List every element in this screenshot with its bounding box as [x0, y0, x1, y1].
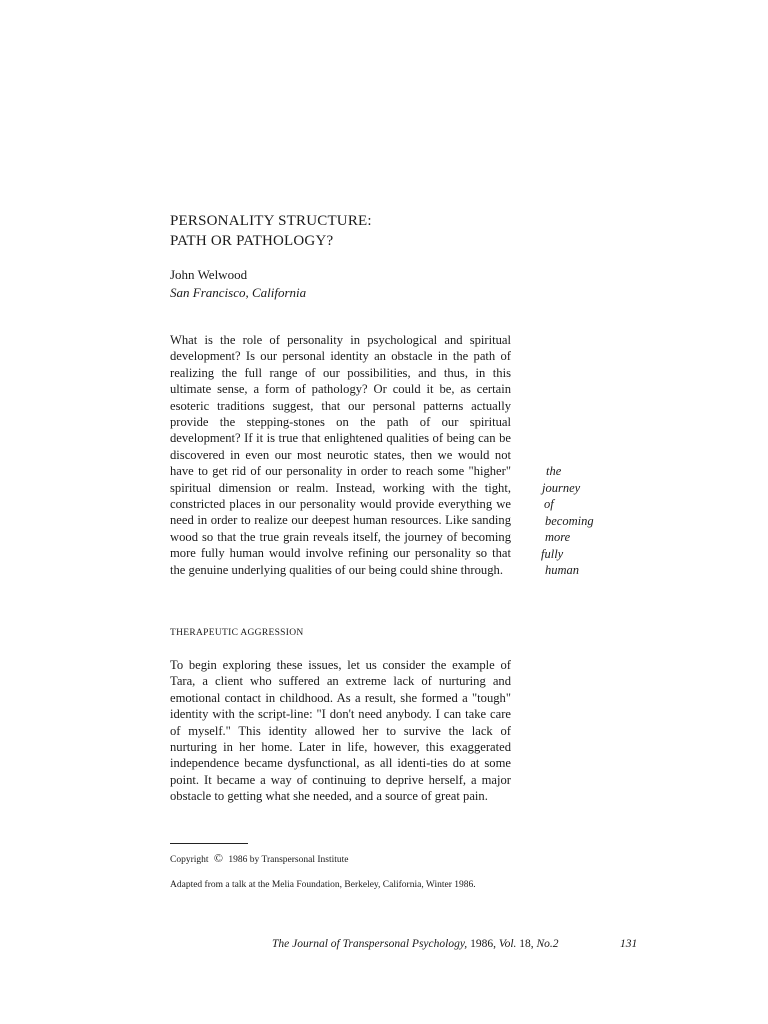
- copyright-text: 1986 by Transpersonal Institute: [228, 855, 349, 865]
- margin-pull-quote: [540, 463, 594, 579]
- title-line-1: PERSONALITY STRUCTURE:: [170, 213, 372, 229]
- margin-note-line: more: [545, 530, 571, 544]
- margin-note-line: journey: [542, 480, 581, 495]
- author-name: John Welwood: [170, 267, 248, 282]
- article-title: [170, 211, 372, 251]
- section-heading: THERAPEUTIC AGGRESSION: [170, 628, 304, 638]
- margin-note-line: of: [544, 497, 554, 511]
- copyright-footnote: [170, 853, 520, 866]
- adapted-footnote: Adapted from a talk at the Melia Foundation, Berkeley, California, Winter 1986.: [170, 880, 476, 890]
- margin-note-line: human: [545, 563, 580, 577]
- journal-footer: [272, 938, 559, 950]
- page-number: 131: [620, 938, 638, 950]
- copyright-label: Copyright: [170, 855, 209, 865]
- journal-volume-number: 18,: [516, 938, 534, 950]
- intro-paragraph: What is the role of personality in psychological and spiritual development? Is our personal identity an obstacle in the path of realizing the full range of our possibilities, and thus, in this ultimate sense, a form of pathology? Or could it be, as certain esoteric traditions suggest, that our personal patterns actually provide the stepping-stones on the path of our spiritual development? If it is true that enlightened qualities of being can be discovered in even our most neurotic states, then we would not have to get rid of our personality in order to reach some "higher" spiritual dimension or realm. Instead, working with the tight, constricted places in our personality would provide everything we need in order to realize our deepest human resources. Like sanding wood so that the true grain reveals itself, the journey of becoming more fully human would involve refining our personality so that the genuine underlying qualities of our being could shine through.: [170, 333, 511, 577]
- journal-year: 1986,: [467, 938, 496, 950]
- journal-volume-label: Vol.: [495, 938, 517, 950]
- margin-note-line: becoming: [545, 513, 594, 528]
- margin-note-line: fully: [541, 546, 564, 561]
- footnote-divider: [170, 843, 248, 844]
- margin-note-line: the: [546, 464, 562, 478]
- journal-issue: No.2: [533, 938, 559, 950]
- journal-name: The Journal of Transpersonal Psychology,: [272, 938, 468, 950]
- author-affiliation: San Francisco, California: [170, 285, 307, 300]
- copyright-symbol: ©: [213, 851, 224, 865]
- title-line-2: PATH OR PATHOLOGY?: [170, 233, 334, 249]
- byline: [170, 266, 306, 302]
- section-paragraph: To begin exploring these issues, let us consider the example of Tara, a client who suffered an extreme lack of nurturing and emotional contact in childhood. As a result, she formed a "tough" identity with the script-line: "I don't need anybody. I can take care of myself." This identity allowed her to survive the lack of nurturing in her home. Later in life, however, this exaggerated independence became dysfunctional, as all identi-ties do at some point. It became a way of continuing to deprive herself, a major obstacle to getting what she needed, and a source of great pain.: [170, 658, 511, 804]
